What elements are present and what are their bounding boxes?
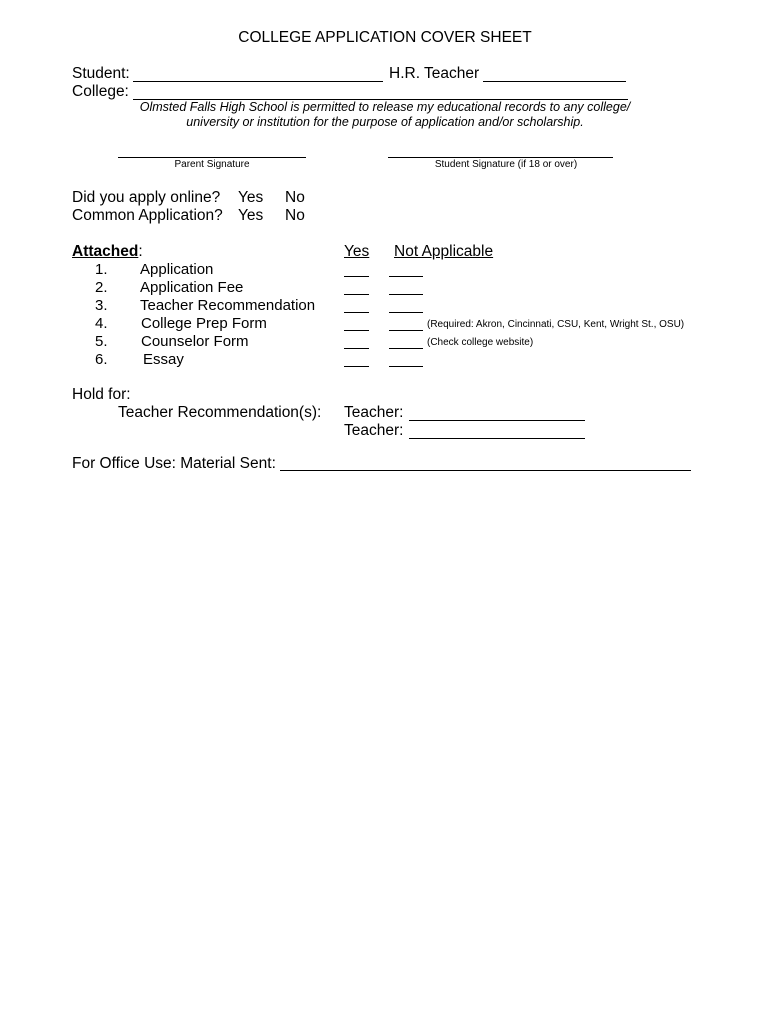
item-label: Teacher Recommendation — [140, 297, 316, 314]
common-app-question: Common Application? — [72, 207, 223, 224]
item-number: 3. — [95, 297, 108, 314]
attached-label: Attached — [72, 243, 139, 260]
item-yes-blank[interactable] — [344, 276, 369, 277]
item-number: 1. — [95, 261, 108, 278]
hr-teacher-label: H.R. Teacher — [389, 65, 480, 82]
teacher-field-2[interactable] — [409, 438, 585, 439]
item-na-blank[interactable] — [389, 312, 423, 313]
item-na-blank[interactable] — [389, 348, 423, 349]
apply-online-yes[interactable]: Yes — [238, 189, 264, 206]
item-note: (Required: Akron, Cincinnati, CSU, Kent, Wright St., OSU) — [427, 319, 685, 330]
hold-for-label: Hold for: — [72, 386, 131, 403]
release-statement-line2: university or institution for the purpose of application and/or scholarship. — [186, 115, 584, 129]
column-yes: Yes — [344, 243, 370, 260]
attached-heading — [72, 243, 143, 261]
student-field[interactable] — [133, 81, 383, 82]
student-label: Student: — [72, 65, 130, 82]
column-not-applicable: Not Applicable — [394, 243, 494, 260]
item-note: (Check college website) — [427, 337, 534, 348]
item-na-blank[interactable] — [389, 294, 423, 295]
item-label: Application Fee — [140, 279, 244, 296]
parent-signature-field[interactable] — [118, 157, 306, 158]
item-na-blank[interactable] — [389, 366, 423, 367]
teacher-field-1[interactable] — [409, 420, 585, 421]
page-title: COLLEGE APPLICATION COVER SHEET — [238, 29, 532, 46]
item-label: College Prep Form — [141, 315, 267, 332]
item-yes-blank[interactable] — [344, 294, 369, 295]
teacher-label: Teacher: — [344, 404, 404, 421]
item-number: 6. — [95, 351, 108, 368]
common-app-yes[interactable]: Yes — [238, 207, 264, 224]
item-label: Application — [140, 261, 214, 278]
item-yes-blank[interactable] — [344, 366, 369, 367]
college-label: College: — [72, 83, 129, 100]
teacher-recommendations-label: Teacher Recommendation(s): — [118, 404, 322, 421]
item-label: Essay — [143, 351, 184, 368]
apply-online-question: Did you apply online? — [72, 189, 221, 206]
item-label: Counselor Form — [141, 333, 249, 350]
item-number: 2. — [95, 279, 108, 296]
parent-signature-label: Parent Signature — [174, 159, 250, 170]
release-statement-line1: Olmsted Falls High School is permitted to release my educational records to any college/ — [139, 100, 631, 114]
teacher-label: Teacher: — [344, 422, 404, 439]
item-number: 5. — [95, 333, 108, 350]
apply-online-no[interactable]: No — [285, 189, 305, 206]
material-sent-field[interactable] — [280, 470, 691, 471]
item-na-blank[interactable] — [389, 276, 423, 277]
item-na-blank[interactable] — [389, 330, 423, 331]
item-yes-blank[interactable] — [344, 312, 369, 313]
student-signature-label: Student Signature (if 18 or over) — [434, 159, 578, 170]
student-signature-field[interactable] — [388, 157, 613, 158]
item-yes-blank[interactable] — [344, 348, 369, 349]
item-yes-blank[interactable] — [344, 330, 369, 331]
office-use-label: For Office Use: Material Sent: — [72, 455, 276, 472]
common-app-no[interactable]: No — [285, 207, 305, 224]
hr-teacher-field[interactable] — [483, 81, 626, 82]
item-number: 4. — [95, 315, 108, 332]
attached-colon: : — [138, 243, 143, 260]
